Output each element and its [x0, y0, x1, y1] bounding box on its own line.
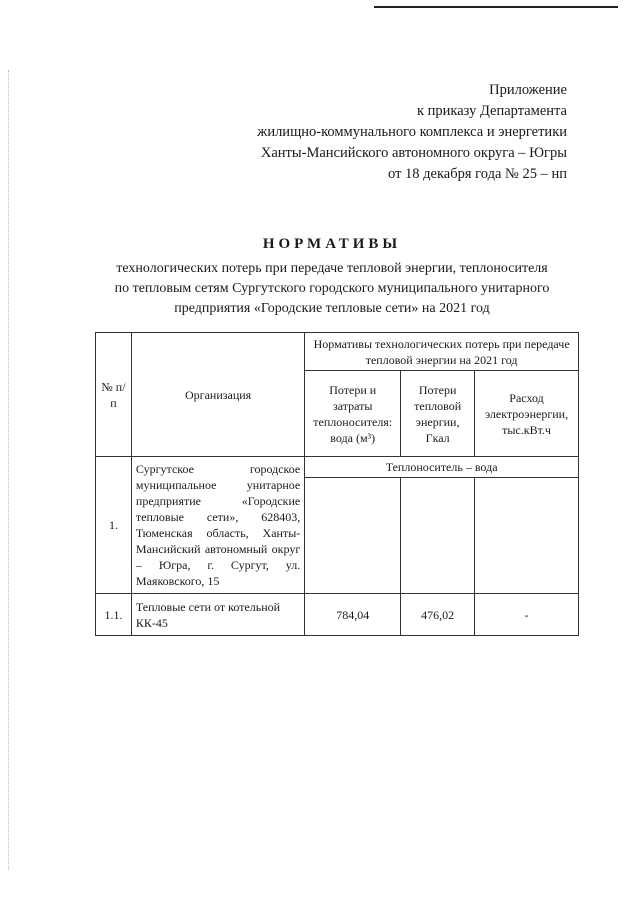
header-cell-number: № п/п — [96, 333, 132, 457]
header-cell-electricity: Расход электроэнергии, тыс.кВт.ч — [475, 371, 579, 457]
header-cell-carrier-losses: Потери и затраты теплоносителя: вода (м³) — [305, 371, 401, 457]
subheader-carrier-water: Теплоноситель – вода — [305, 457, 579, 478]
subtitle-line: по тепловым сетям Сургутского городского муниципального унитарного — [114, 281, 550, 296]
header-line: жилищно-коммунального комплекса и энергетики — [257, 124, 567, 140]
subtitle-line: технологических потерь при передаче тепловой энергии, теплоносителя — [116, 261, 548, 276]
document-title: НОРМАТИВЫ — [262, 236, 402, 252]
header-cell-organization: Организация — [131, 333, 304, 457]
row1-organization: Сургутское городское муниципальное унитарное предприятие «Городские тепловые сети», 628403, Тюменская область, Ханты-Мансийский автономный округ – Югра, г. Сургут, ул. Маяковского, 15 — [131, 457, 304, 594]
subtitle-line: предприятия «Городские тепловые сети» на 2021 год — [174, 301, 490, 316]
row2-organization: Тепловые сети от котельной КК-45 — [131, 594, 304, 636]
row1-number: 1. — [96, 457, 132, 594]
row1-electricity-value — [475, 478, 579, 594]
header-cell-norms-group: Нормативы технологических потерь при передаче тепловой энергии на 2021 год — [305, 333, 579, 371]
header-line: Ханты-Мансийского автономного округа – Югры — [260, 145, 567, 161]
scan-edge-mark — [8, 70, 10, 870]
norms-table — [95, 332, 579, 636]
row2-heat-value: 476,02 — [401, 594, 475, 636]
document-subtitle — [60, 259, 604, 319]
approval-header — [257, 80, 567, 185]
header-line: от 18 декабря года № 25 – нп — [388, 166, 567, 182]
row2-number: 1.1. — [96, 594, 132, 636]
row1-heat-value — [401, 478, 475, 594]
header-line: Приложение — [489, 82, 567, 98]
row1-carrier-value — [305, 478, 401, 594]
row2-carrier-value: 784,04 — [305, 594, 401, 636]
top-scan-line — [374, 6, 618, 8]
row2-electricity-value: - — [475, 594, 579, 636]
header-cell-heat-losses: Потери тепловой энергии, Гкал — [401, 371, 475, 457]
header-line: к приказу Департамента — [416, 103, 567, 119]
